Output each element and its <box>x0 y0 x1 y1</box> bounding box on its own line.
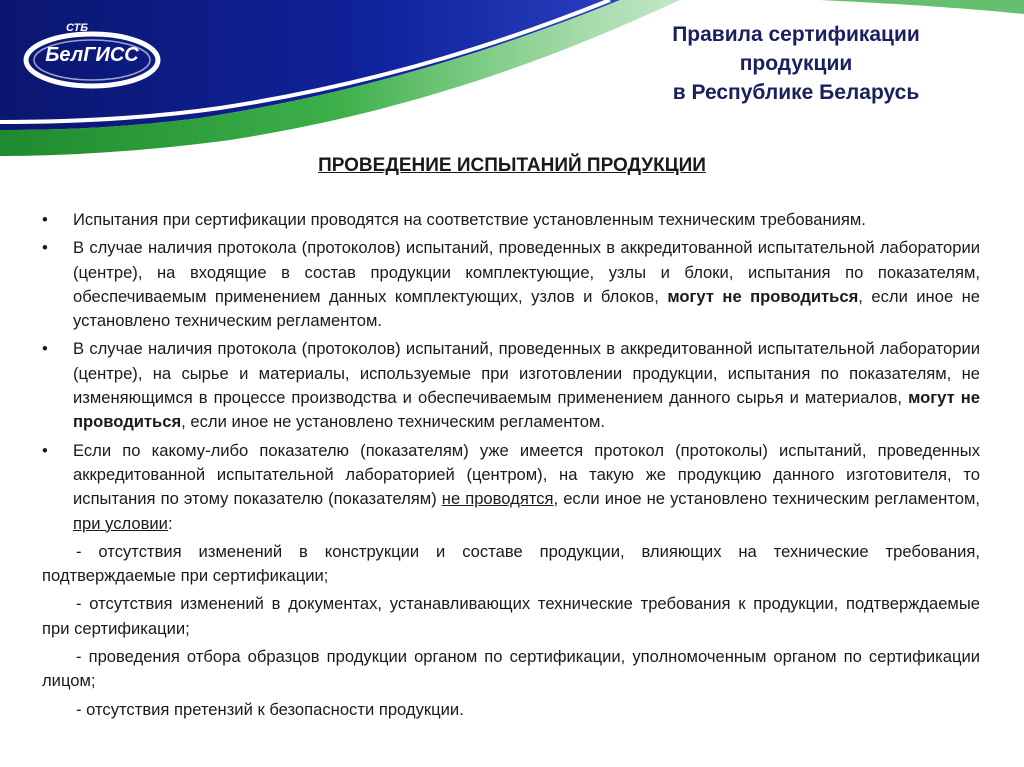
content-body <box>42 208 980 726</box>
bullet-item <box>42 208 980 232</box>
bullet-item <box>42 337 980 434</box>
bullet-text: : <box>167 513 173 533</box>
bullet-underlined: не проводятся <box>441 489 554 509</box>
bullet-text: , если иное не установлено техническим регламентом. <box>73 286 981 331</box>
bullet-marker: • <box>42 339 48 359</box>
bullet-item <box>42 236 980 333</box>
bullet-marker: • <box>42 238 48 258</box>
bullet-emphasis: могут не проводиться <box>667 286 859 306</box>
slide-title-line-1: Правила сертификации <box>672 23 920 46</box>
bullet-text: , если иное не установлено техническим регламентом, <box>553 489 980 509</box>
logo-brand-text: БелГИСС <box>45 44 139 66</box>
bullet-text: Если по какому-либо показателю (показателям) уже имеется протокол (протоколы) испытаний, проведенных аккредитованной испытательной лабораторией (центром), на такую же продукцию данного изготовителя, то испытания по этому показателю (показателям) <box>73 440 980 509</box>
bullet-text: В случае наличия протокола (протоколов) испытаний, проведенных в аккредитованной испытательной лаборатории (центре), на сырье и материалы, используемые при изготовлении продукции, испытания по показателям, не изменяющимся в процессе производства и обеспечиваемым применением данного сырья и материалов, <box>73 339 980 408</box>
bullet-text: В случае наличия протокола (протоколов) испытаний, проведенных в аккредитованной испытательной лаборатории (центре), на входящие в состав продукции комплектующие, узлы и блоки, испытания по показателям, обеспечиваемым применением данных комплектующих, узлов и блоков, <box>73 238 980 306</box>
condition-item: - проведения отбора образцов продукции органом по сертификации, уполномоченным органом по сертификации лицом; <box>42 647 980 691</box>
bullet-emphasis: могут не проводиться <box>73 388 980 432</box>
condition-item: - отсутствия претензий к безопасности продукции. <box>76 699 464 719</box>
condition-item: - отсутствия изменений в документах, устанавливающих технические требования к продукции, подтверждаемые при сертификации; <box>42 594 980 638</box>
slide-title-line-3: в Республике Беларусь <box>672 81 920 104</box>
bullet-text: Испытания при сертификации проводятся на соответствие установленным техническим требованиям. <box>73 210 866 229</box>
section-heading: ПРОВЕДЕНИЕ ИСПЫТАНИЙ ПРОДУКЦИИ <box>318 155 706 176</box>
slide-title-line-2: продукции <box>739 52 853 75</box>
logo-badge-text: СТБ <box>66 22 89 34</box>
condition-item: - отсутствия изменений в конструкции и составе продукции, влияющих на технические требования, подтверждаемые при сертификации; <box>42 541 980 586</box>
bullet-marker: • <box>42 210 48 229</box>
slide-title <box>600 20 992 107</box>
bullet-text: , если иное не установлено техническим регламентом. <box>181 412 606 432</box>
bullet-item <box>42 439 980 536</box>
bullet-underlined: при условии <box>73 513 168 533</box>
bullet-marker: • <box>42 440 48 460</box>
